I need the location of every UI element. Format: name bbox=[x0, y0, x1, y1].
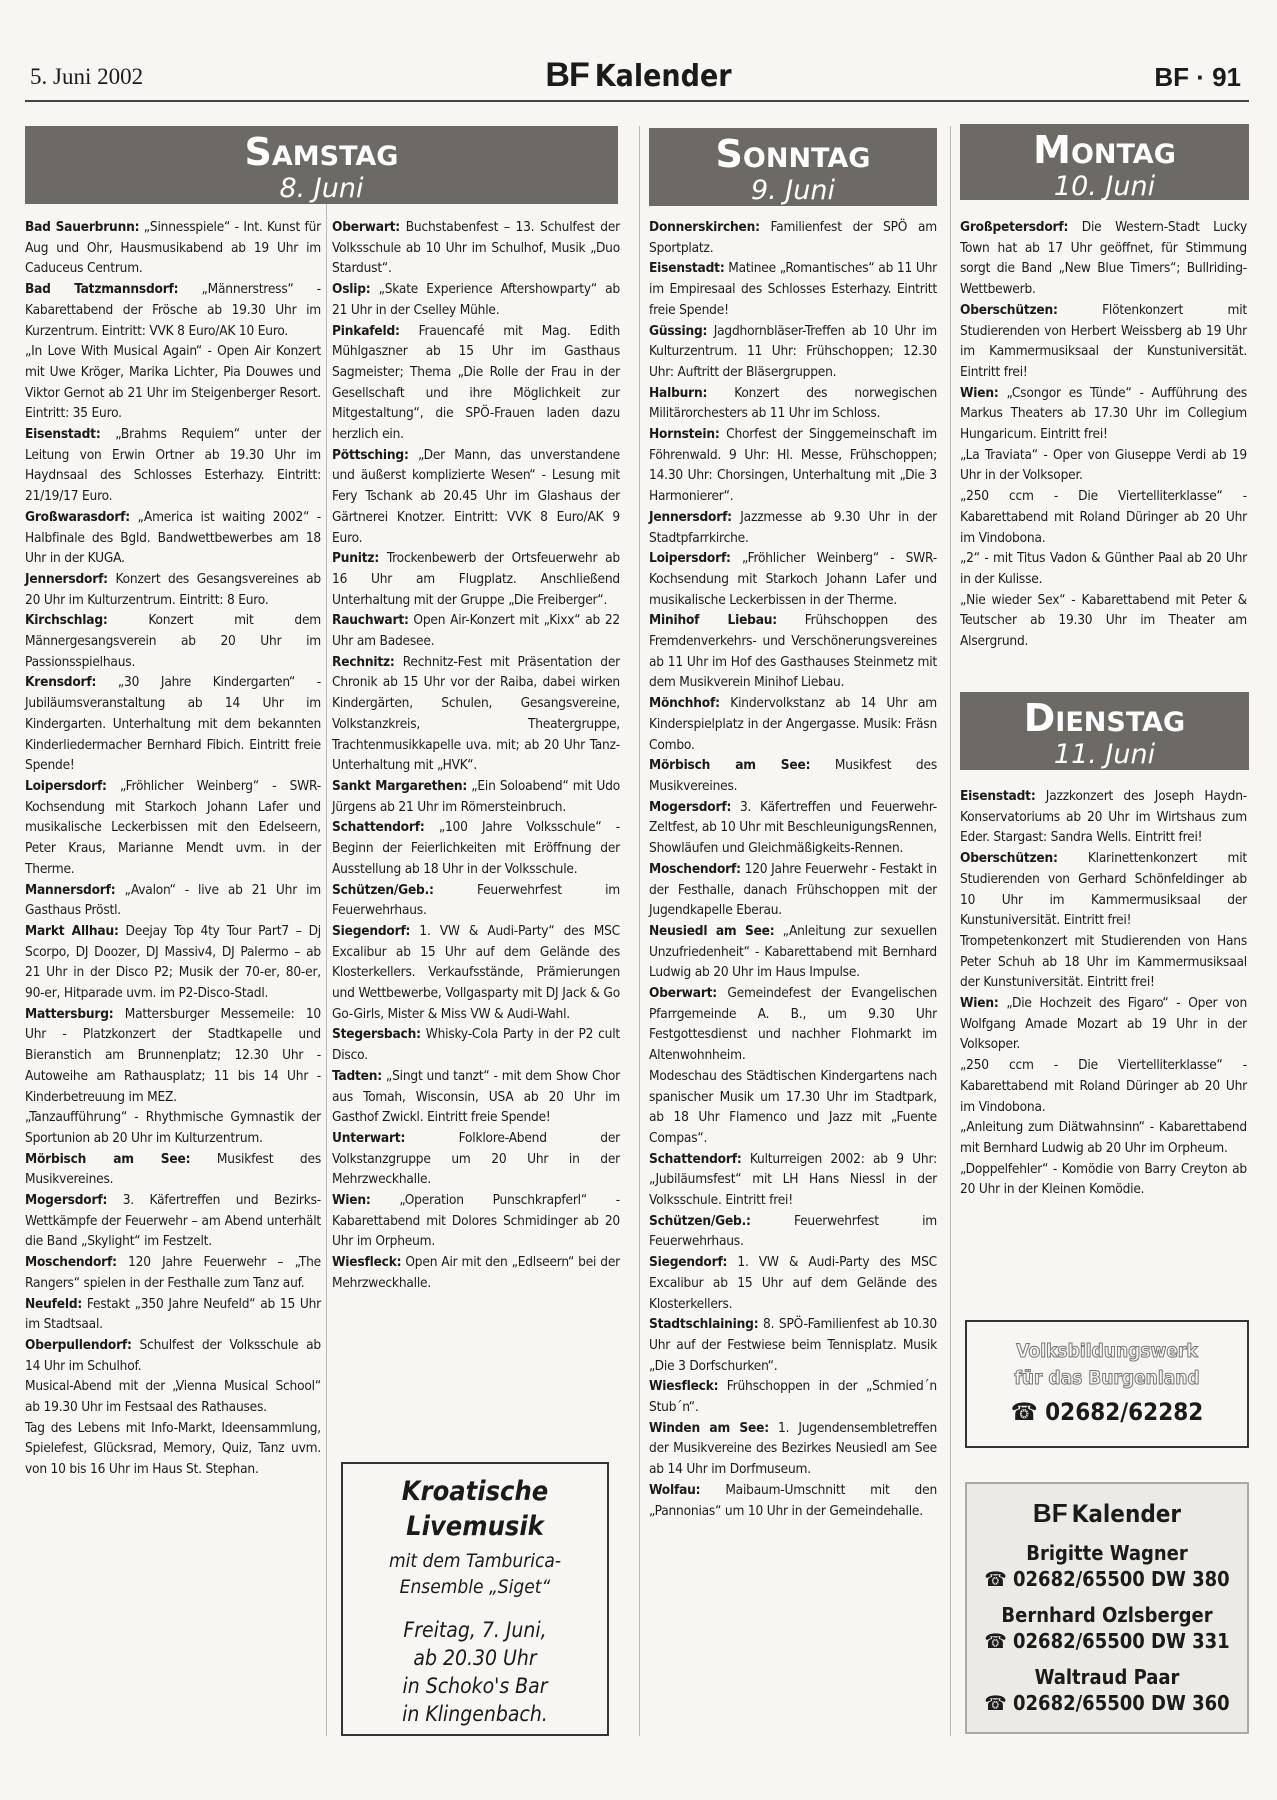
event-place: Eisenstadt: bbox=[649, 260, 725, 277]
event-text: „Anleitung zur sexuellen Unzufriedenheit“ - Kabarettabend mit Bernhard Ludwig ab 20 Uhr im Haus Impulse. bbox=[649, 922, 937, 981]
event-place: Wolfau: bbox=[649, 1481, 701, 1498]
event-entry bbox=[25, 1376, 321, 1417]
event-text: „Tanzaufführung“ - Rhythmische Gymnastik der Sportunion ab 20 Uhr im Kulturzentrum. bbox=[25, 1109, 321, 1146]
vbw-phone: 02682/62282 bbox=[1045, 1398, 1204, 1426]
event-place: Kirchschlag: bbox=[25, 612, 108, 629]
day-date: 11. Juni bbox=[1053, 739, 1156, 770]
event-place: Mörbisch am See: bbox=[25, 1150, 191, 1167]
event-place: Schattendorf: bbox=[649, 1150, 742, 1167]
event-entry bbox=[960, 1055, 1247, 1117]
event-place: Wien: bbox=[960, 995, 999, 1012]
event-entry bbox=[649, 548, 937, 610]
event-entry bbox=[649, 383, 937, 424]
event-place: Güssing: bbox=[649, 322, 708, 339]
event-entry bbox=[649, 1252, 937, 1314]
column-divider bbox=[639, 126, 640, 1736]
event-place: Neusiedl am See: bbox=[649, 922, 775, 939]
ad-venue: in Klingenbach. bbox=[402, 1702, 548, 1726]
event-text: Chorfest der Singgemeinschaft im Föhrenwald. 9 Uhr: Hl. Messe, Frühschoppen; 14.30 Uhr: Chorsingen, Unterhaltung mit „Die 3 Harmonierer“. bbox=[649, 426, 937, 505]
event-text: „La Traviata“ - Oper von Giuseppe Verdi ab 19 Uhr in der Volksoper. bbox=[960, 446, 1247, 484]
event-text: Konzert des norwegischen Militärorchesters ab 11 Uhr im Schloss. bbox=[649, 384, 937, 422]
event-text: Musikfest des Musikvereines. bbox=[649, 757, 937, 794]
column-samstag-2 bbox=[332, 217, 620, 1294]
event-text: Gemeindefest der Evangelischen Pfarrgemeinde A. B., um 9.30 Uhr Festgottesdienst und nachher Flohmarkt im Altenwohnheim. bbox=[649, 985, 937, 1064]
event-text: 8. SPÖ-Familienfest ab 10.30 Uhr auf der Festwiese beim Tennisplatz. Musik „Die 3 Dorfschurken“. bbox=[649, 1316, 937, 1374]
event-text: Feuerwehrfest im Feuerwehrhaus. bbox=[649, 1212, 937, 1250]
event-text: „100 Jahre Volksschule“ - Beginn der Feierlichkeiten mit Eröffnung der Ausstellung ab 18 Uhr in der Volksschule. bbox=[332, 819, 620, 877]
volksbildungswerk-box bbox=[965, 1320, 1249, 1448]
contact-name: Brigitte Wagner bbox=[1026, 1541, 1188, 1565]
event-entry bbox=[649, 507, 937, 548]
event-place: Mannersdorf: bbox=[25, 881, 116, 898]
event-place: Siegendorf: bbox=[649, 1254, 728, 1271]
event-place: Moschendorf: bbox=[25, 1254, 117, 1271]
event-place: Hornstein: bbox=[649, 426, 720, 443]
event-entry bbox=[25, 776, 321, 880]
event-text: Folklore-Abend der Volkstanzgruppe um 20 Uhr in der Mehrzweckhalle. bbox=[332, 1129, 620, 1188]
event-entry bbox=[649, 921, 937, 983]
day-date: 10. Juni bbox=[1053, 171, 1156, 202]
event-text: „2“ - mit Titus Vadon & Günther Paal ab 20 Uhr in der Kulisse. bbox=[960, 550, 1247, 587]
event-place: Markt Allhau: bbox=[25, 922, 119, 939]
event-place: Sankt Margarethen: bbox=[332, 777, 468, 794]
event-text: Klarinettenkonzert mit Studierenden von Gerhard Schönfeldinger ab 10 Uhr im Kammermusiksaal der Kunstuniversität. Eintritt frei! bbox=[960, 850, 1247, 929]
event-text: „250 ccm - Die Viertelliterklasse“ - Kabarettabend mit Roland Düringer ab 20 Uhr im Vindobona. bbox=[960, 488, 1247, 546]
event-text: Frauencafé mit Mag. Edith Mühlgaszner ab 15 Uhr im Gasthaus Sagmeister; Thema „Die Rolle der Frau in der Gesellschaft und ihre Möglichkeit zur Mitgestaltung“, die SPÖ-Frauen laden dazu herzlich ein. bbox=[332, 322, 620, 443]
event-text: „Singt und tanzt“ - mit dem Show Chor aus Tomah, Wisconsin, USA ab 20 Uhr im Gasthof Zwickl. Eintritt freie Spende! bbox=[332, 1067, 620, 1126]
event-text: 3. Käfertreffen und Bezirks-Wettkämpfe der Feuerwehr – am Abend unterhält die Band „Skylight“ im Festzelt. bbox=[25, 1192, 321, 1250]
event-text: „Fröhlicher Weinberg“ - SWR-Kochsendung mit Starkoch Johann Lafer und musikalische Leckerbissen mit den Edelseern, Peter Kraus, Marianne Mendt uvm. in der Therme. bbox=[25, 777, 321, 877]
day-header-montag bbox=[960, 124, 1249, 200]
event-text: Buchstabenfest – 13. Schulfest der Volksschule ab 10 Uhr im Schulhof, Musik „Duo Stardust“. bbox=[332, 219, 620, 277]
event-entry bbox=[960, 786, 1247, 848]
event-entry bbox=[332, 548, 620, 610]
event-entry bbox=[960, 445, 1247, 486]
event-entry bbox=[960, 848, 1247, 931]
event-entry bbox=[25, 880, 321, 921]
event-entry bbox=[25, 569, 321, 610]
contact-name: Waltraud Paar bbox=[1034, 1665, 1180, 1689]
event-place: Unterwart: bbox=[332, 1129, 406, 1146]
event-entry bbox=[332, 652, 620, 776]
event-entry bbox=[332, 610, 620, 651]
event-entry bbox=[332, 921, 620, 1025]
event-place: Schattendorf: bbox=[332, 819, 425, 836]
event-entry bbox=[25, 217, 321, 279]
event-place: Tadten: bbox=[332, 1067, 382, 1084]
event-text: Frühschoppen des Fremdenverkehrs- und Verschönerungsvereines ab 11 Uhr im Hof des Gasthauses Steinmetz mit dem Musikverein Minihof Liebau. bbox=[649, 612, 937, 691]
event-text: Musical-Abend mit der „Vienna Musical School“ ab 19.30 Uhr im Festsaal des Rathauses. bbox=[25, 1378, 321, 1416]
contact-phone: 02682/65500 DW 380 bbox=[1013, 1567, 1230, 1591]
event-place: Mogersdorf: bbox=[25, 1192, 108, 1209]
event-place: Loipersdorf: bbox=[649, 550, 731, 567]
ad-time: ab 20.30 Uhr bbox=[413, 1646, 537, 1670]
day-header-sonntag bbox=[649, 128, 937, 206]
day-name: Dienstag bbox=[1023, 696, 1186, 740]
event-text: Familienfest der SPÖ am Sportplatz. bbox=[649, 219, 937, 256]
event-text: Maibaum-Umschnitt mit den „Pannonias“ um 10 Uhr in der Gemeindehalle. bbox=[649, 1481, 937, 1519]
event-place: Stegersbach: bbox=[332, 1026, 421, 1043]
telephone-icon: ☎ bbox=[984, 1691, 1007, 1715]
event-text: Konzert des Gesangsvereines ab 20 Uhr im Kulturzentrum. Eintritt: 8 Euro. bbox=[25, 570, 321, 608]
event-text: „Die Hochzeit des Figaro“ - Oper von Wolfgang Amade Mozart ab 19 Uhr in der Volksoper. bbox=[960, 995, 1247, 1053]
event-text: Open Air-Konzert mit „Kixx“ ab 22 Uhr am Badesee. bbox=[332, 612, 620, 650]
event-entry bbox=[649, 1376, 937, 1417]
event-entry bbox=[649, 797, 937, 859]
event-entry bbox=[960, 486, 1247, 548]
day-header-dienstag bbox=[960, 692, 1249, 770]
event-entry bbox=[25, 1252, 321, 1293]
event-entry bbox=[25, 1004, 321, 1108]
column-dienstag bbox=[960, 786, 1247, 1200]
event-entry bbox=[25, 672, 321, 776]
event-place: Großpetersdorf: bbox=[960, 219, 1069, 235]
day-date: 9. Juni bbox=[750, 175, 836, 206]
event-entry bbox=[25, 1107, 321, 1148]
event-place: Großwarasdorf: bbox=[25, 508, 130, 525]
column-divider bbox=[950, 126, 951, 1736]
vbw-title: Volksbildungswerk bbox=[1016, 1340, 1198, 1362]
event-entry bbox=[332, 279, 620, 320]
event-place: Wien: bbox=[960, 384, 999, 401]
event-entry bbox=[649, 859, 937, 921]
event-text: 1. VW & Audi-Party“ des MSC Excalibur ab 15 Uhr auf dem Gelände des Klosterkellers. Verkaufsstände, Prämierungen und Wettbewerbe, Vollgasparty mit DJ Jack & Go Go-Girls, Mister & Miss VW & Audi-Wahl. bbox=[332, 922, 620, 1022]
bf-logo: BF bbox=[1032, 1498, 1068, 1528]
event-entry bbox=[960, 931, 1247, 993]
event-text: „America ist waiting 2002“ - Halbfinale des Bgld. Bandwettbewerbes am 18 Uhr in der KUGA. bbox=[25, 508, 321, 567]
event-entry bbox=[332, 1190, 620, 1252]
ad-text: Ensemble „Siget“ bbox=[399, 1576, 551, 1598]
event-text: „Operation Punschkrapferl“ - Kabarettabend mit Dolores Schmidinger ab 20 Uhr im Orpheum. bbox=[332, 1192, 620, 1250]
event-place: Eisenstadt: bbox=[960, 788, 1036, 804]
event-text: Jagdhornbläser-Treffen ab 10 Uhr im Kulturzentrum. 11 Uhr: Frühschoppen; 12.30 Uhr: Auftritt der Bläsergruppen. bbox=[649, 322, 937, 380]
issue-date: 5. Juni 2002 bbox=[30, 64, 144, 89]
event-entry bbox=[960, 590, 1247, 652]
ad-headline: Livemusik bbox=[406, 1511, 544, 1542]
event-entry bbox=[25, 1190, 321, 1252]
event-entry bbox=[332, 1066, 620, 1128]
event-entry bbox=[25, 610, 321, 672]
event-text: Festakt „350 Jahre Neufeld“ ab 15 Uhr im Stadtsaal. bbox=[25, 1295, 321, 1333]
event-text: Feuerwehrfest im Feuerwehrhaus. bbox=[332, 881, 620, 919]
event-entry bbox=[25, 921, 321, 1004]
contact-phone: 02682/65500 DW 360 bbox=[1013, 1691, 1230, 1715]
day-header-samstag bbox=[25, 126, 618, 204]
event-text: „Sinnesspiele“ - Int. Kunst für Aug und Ohr, Hausmusikabend ab 19 Uhr im Caduceus Centrum. bbox=[25, 219, 321, 277]
event-entry bbox=[332, 1252, 620, 1293]
event-entry bbox=[25, 341, 321, 424]
event-text: 120 Jahre Feuerwehr – „The Rangers“ spielen in der Festhalle zum Tanz auf. bbox=[25, 1254, 321, 1291]
event-place: Punitz: bbox=[332, 550, 380, 567]
event-entry bbox=[649, 1418, 937, 1480]
column-sonntag bbox=[649, 217, 937, 1521]
day-date: 8. Juni bbox=[279, 173, 364, 204]
event-place: Rauchwart: bbox=[332, 612, 409, 629]
event-place: Winden am See: bbox=[649, 1419, 769, 1436]
telephone-icon: ☎ bbox=[984, 1629, 1007, 1653]
event-text: „Fröhlicher Weinberg“ - SWR-Kochsendung mit Starkoch Johann Lafer und musikalische Leckerbissen in der Therme. bbox=[649, 550, 937, 608]
event-text: „Anleitung zum Diätwahnsinn“ - Kabarettabend mit Bernhard Ludwig ab 20 Uhr im Orpheum. bbox=[960, 1119, 1247, 1156]
event-entry bbox=[649, 258, 937, 320]
contact-name: Bernhard Ozlsberger bbox=[1001, 1603, 1213, 1627]
event-text: Kulturreigen 2002: ab 9 Uhr: „Jubiläumsfest“ mit LH Hans Niessl in der Volksschule. Eintritt frei! bbox=[649, 1150, 937, 1209]
event-entry bbox=[332, 217, 620, 279]
event-entry bbox=[960, 217, 1247, 300]
event-entry bbox=[960, 300, 1247, 383]
event-entry bbox=[649, 1149, 937, 1211]
event-text: „Doppelfehler“ - Komödie von Barry Creyton ab 20 Uhr in der Kleinen Komödie. bbox=[960, 1160, 1247, 1198]
event-entry bbox=[960, 1117, 1247, 1158]
event-place: Mogersdorf: bbox=[649, 798, 732, 815]
event-entry bbox=[332, 880, 620, 921]
event-entry bbox=[649, 321, 937, 383]
event-text: „Csongor es Tünde“ - Aufführung des Markus Theaters ab 17.30 Uhr im Collegium Hungaricum. Eintritt frei! bbox=[960, 384, 1247, 443]
event-text: Matinee „Romantisches“ ab 11 Uhr im Empiresaal des Schlosses Esterhazy. Eintritt freie Spende! bbox=[649, 260, 937, 318]
event-entry bbox=[25, 507, 321, 569]
ad-date: Freitag, 7. Juni, bbox=[403, 1618, 547, 1642]
event-place: Oberschützen: bbox=[960, 301, 1058, 318]
event-text: „250 ccm - Die Viertelliterklasse“ - Kabarettabend mit Roland Düringer ab 20 Uhr im Vindobona. bbox=[960, 1057, 1247, 1115]
event-place: Oslip: bbox=[332, 281, 371, 298]
event-entry bbox=[649, 1066, 937, 1149]
ad-headline: Kroatische bbox=[401, 1476, 549, 1507]
event-text: „Der Mann, das unverstandene und äußerst komplizierte Wesen“ - Lesung mit Fery Tschank ab 20.45 Uhr im Glashaus der Gärtnerei Knotzer. Eintritt: VVK 8 Euro/AK 9 Euro. bbox=[332, 446, 620, 546]
event-entry bbox=[960, 1159, 1247, 1200]
event-place: Mattersburg: bbox=[25, 1005, 114, 1022]
event-place: Krensdorf: bbox=[25, 674, 97, 691]
event-entry bbox=[25, 279, 321, 341]
column-divider bbox=[326, 126, 327, 1736]
day-name: Samstag bbox=[244, 130, 399, 174]
event-place: Wiesfleck: bbox=[332, 1254, 402, 1271]
bf-logo: BF bbox=[545, 56, 589, 94]
column-samstag-1 bbox=[25, 217, 321, 1480]
box-title: Kalender bbox=[1071, 1500, 1182, 1528]
event-place: Mönchhof: bbox=[649, 695, 720, 712]
section-title-text: Kalender bbox=[594, 59, 732, 94]
event-entry bbox=[649, 610, 937, 693]
event-text: Flötenkonzert mit Studierenden von Herbert Weissberg ab 19 Uhr im Kammermusiksaal der Kunstuniversität. Eintritt frei! bbox=[960, 301, 1247, 380]
event-text: Trompetenkonzert mit Studierenden von Hans Peter Schuh ab 18 Uhr im Kammermusiksaal der Kunstuniversität. Eintritt frei! bbox=[960, 932, 1247, 991]
event-entry bbox=[25, 1418, 321, 1480]
section-title bbox=[0, 56, 1277, 95]
event-text: „Brahms Requiem“ unter der Leitung von Erwin Ortner ab 19.30 Uhr im Haydnsaal des Schlosses Esterhazy. Eintritt: 21/19/17 Euro. bbox=[25, 426, 321, 505]
event-entry bbox=[25, 424, 321, 507]
event-text: 120 Jahre Feuerwehr - Festakt in der Festhalle, danach Frühschoppen mit der Jugendkapelle Eberau. bbox=[649, 860, 937, 919]
event-place: Pöttsching: bbox=[332, 446, 409, 463]
event-place: Wien: bbox=[332, 1192, 371, 1209]
event-text: 1. VW & Audi-Party des MSC Excalibur ab 15 Uhr auf dem Gelände des Klosterkellers. bbox=[649, 1254, 937, 1312]
event-place: Jennersdorf: bbox=[25, 570, 108, 587]
event-place: Moschendorf: bbox=[649, 860, 741, 877]
event-text: „Skate Experience Aftershowparty“ ab 21 Uhr in der Cselley Mühle. bbox=[332, 281, 620, 318]
event-place: Rechnitz: bbox=[332, 653, 395, 670]
event-place: Neufeld: bbox=[25, 1295, 83, 1312]
event-text: Konzert mit dem Männergesangsverein ab 20 Uhr im Passionsspielhaus. bbox=[25, 612, 321, 670]
event-text: Tag des Lebens mit Info-Markt, Ideensammlung, Spielefest, Glücksrad, Memory, Quiz, Tanz uvm. von 10 bis 16 Uhr im Haus St. Stephan. bbox=[25, 1419, 321, 1478]
event-place: Bad Tatzmannsdorf: bbox=[25, 281, 179, 298]
event-entry bbox=[332, 817, 620, 879]
event-entry bbox=[960, 993, 1247, 1055]
event-text: Trockenbewerb der Ortsfeuerwehr ab 16 Uhr am Flugplatz. Anschließend Unterhaltung mit der Gruppe „Die Freiberger“. bbox=[332, 550, 620, 608]
header-rule bbox=[25, 100, 1249, 102]
event-text: Die Western-Stadt Lucky Town hat ab 17 Uhr geöffnet, für Stimmung sorgt die Band „New Blue Timers“; Bullriding-Wettbewerb. bbox=[960, 219, 1247, 298]
event-entry bbox=[649, 1314, 937, 1376]
event-place: Oberwart: bbox=[332, 219, 401, 235]
event-entry bbox=[25, 1335, 321, 1376]
event-text: Modeschau des Städtischen Kindergartens nach spanischer Musik um 17.30 Uhr im Stadtpark, ab 18 Uhr Flamenco und Jazz mit „Fuente Compas“. bbox=[649, 1067, 937, 1146]
telephone-icon: ☎ bbox=[1010, 1398, 1038, 1426]
ad-kroatische-livemusik bbox=[341, 1462, 609, 1736]
event-text: Kindervolkstanz ab 14 Uhr am Kinderspielplatz in der Angergasse. Musik: Fräsn Combo. bbox=[649, 695, 937, 753]
event-entry bbox=[332, 1128, 620, 1190]
ad-venue: in Schoko's Bar bbox=[402, 1674, 548, 1698]
event-entry bbox=[332, 321, 620, 445]
event-place: Oberschützen: bbox=[960, 850, 1058, 867]
event-text: Whisky-Cola Party in der P2 cult Disco. bbox=[332, 1026, 620, 1064]
event-place: Wiesfleck: bbox=[649, 1378, 719, 1395]
event-entry bbox=[332, 1024, 620, 1065]
event-place: Donnerskirchen: bbox=[649, 219, 760, 235]
event-entry bbox=[25, 1294, 321, 1335]
event-text: „Männerstress“ - Kabarettabend der Frösche ab 19.30 Uhr im Kurzentrum. Eintritt: VVK 8 Euro/AK 10 Euro. bbox=[25, 281, 321, 339]
event-place: Oberwart: bbox=[649, 985, 718, 1002]
event-text: „Avalon“ - live ab 21 Uhr im Gasthaus Pröstl. bbox=[25, 881, 321, 919]
event-entry bbox=[332, 776, 620, 817]
event-place: Schützen/Geb.: bbox=[649, 1212, 751, 1229]
contact-phone: 02682/65500 DW 331 bbox=[1013, 1629, 1230, 1653]
event-place: Schützen/Geb.: bbox=[332, 881, 434, 898]
column-montag bbox=[960, 217, 1247, 652]
event-entry bbox=[649, 424, 937, 507]
event-entry bbox=[649, 693, 937, 755]
page-number: BF · 91 bbox=[1154, 62, 1241, 92]
day-name: Sonntag bbox=[715, 132, 871, 176]
event-entry bbox=[649, 1480, 937, 1521]
event-text: 3. Käfertreffen und Feuerwehr-Zeltfest, ab 10 Uhr mit BeschleunigungsRennen, Showläufen und Gleichmäßigkeits-Rennen. bbox=[649, 798, 937, 857]
event-text: Schulfest der Volksschule ab 14 Uhr im Schulhof. bbox=[25, 1336, 321, 1374]
event-text: „Nie wieder Sex“ - Kabarettabend mit Peter & Teutscher ab 19.30 Uhr im Theater am Alsergrund. bbox=[960, 591, 1247, 650]
event-place: Bad Sauerbrunn: bbox=[25, 219, 140, 235]
event-place: Loipersdorf: bbox=[25, 777, 107, 794]
event-text: Musikfest des Musikvereines. bbox=[25, 1150, 321, 1188]
event-place: Pinkafeld: bbox=[332, 322, 400, 339]
event-entry bbox=[649, 1211, 937, 1252]
event-entry bbox=[649, 983, 937, 1066]
event-text: Jazzkonzert des Joseph Haydn-Konservatoriums ab 20 Uhr im Wirtshaus zum Eder. Stargast: Sandra Wells. Eintritt frei! bbox=[960, 788, 1247, 846]
event-text: „Ein Soloabend“ mit Udo Jürgens ab 21 Uhr im Römersteinbruch. bbox=[332, 777, 620, 815]
event-place: Jennersdorf: bbox=[649, 508, 732, 525]
event-entry bbox=[332, 445, 620, 549]
event-text: Rechnitz-Fest mit Präsentation der Chronik ab 15 Uhr vor der Raiba, dabei wirken Kindergärten, Schulen, Gesangsvereine, Volkstanzkreis, Theatergruppe, Trachtenmusikkapelle uva. mit; ab 20 Uhr Tanz-Unterhaltung mit „HVK“. bbox=[332, 653, 620, 774]
event-place: Siegendorf: bbox=[332, 922, 411, 939]
bf-kalender-contacts bbox=[965, 1482, 1249, 1734]
event-text: Mattersburger Messemeile: 10 Uhr - Platzkonzert der Stadtkapelle und Bieranstich am Brunnenplatz; 12.30 Uhr - Autoweihe am Rathausplatz; 11 bis 14 Uhr - Kinderbetreuung im MEZ. bbox=[25, 1005, 321, 1105]
event-text: „30 Jahre Kindergarten“ - Jubiläumsveranstaltung ab 14 Uhr im Kindergarten. Unterhaltung mit dem bekannten Kinderliedermacher Bernhard Fibich. Eintritt freie Spende! bbox=[25, 674, 321, 774]
day-name: Montag bbox=[1033, 128, 1176, 172]
event-entry bbox=[649, 755, 937, 796]
event-place: Halburn: bbox=[649, 384, 708, 401]
event-text: „In Love With Musical Again“ - Open Air Konzert mit Uwe Kröger, Marika Lichter, Pia Douwes und Viktor Gernot ab 21 Uhr im Steigenberger Resort. Eintritt: 35 Euro. bbox=[25, 343, 321, 422]
telephone-icon: ☎ bbox=[984, 1567, 1007, 1591]
event-place: Oberpullendorf: bbox=[25, 1336, 132, 1353]
event-text: 1. Jugendensembletreffen der Musikvereine des Bezirkes Neusiedl am See ab 14 Uhr im Dorfmuseum. bbox=[649, 1419, 937, 1478]
ad-text: mit dem Tamburica- bbox=[388, 1550, 562, 1572]
event-entry bbox=[25, 1149, 321, 1190]
event-place: Stadtschlaining: bbox=[649, 1316, 759, 1333]
event-place: Eisenstadt: bbox=[25, 426, 101, 443]
event-text: Jazzmesse ab 9.30 Uhr in der Stadtpfarrkirche. bbox=[649, 508, 937, 546]
event-entry bbox=[960, 383, 1247, 445]
event-text: Open Air mit den „Edlseern“ bei der Mehrzweckhalle. bbox=[332, 1254, 620, 1291]
event-place: Mörbisch am See: bbox=[649, 757, 811, 774]
event-place: Minihof Liebau: bbox=[649, 612, 777, 629]
event-text: Frühschoppen in der „Schmied´n Stub´n“. bbox=[649, 1378, 937, 1416]
vbw-title: für das Burgenland bbox=[1014, 1367, 1200, 1389]
event-entry bbox=[960, 548, 1247, 589]
event-entry bbox=[649, 217, 937, 258]
event-text: Deejay Top 4ty Tour Part7 – Dj Scorpo, DJ Doozer, DJ Massiv4, DJ Palermo – ab 21 Uhr in der Disco P2; Musik der 70-er, 80-er, 90-er, Hitparade uvm. im P2-Disco-Stadl. bbox=[25, 922, 321, 1002]
